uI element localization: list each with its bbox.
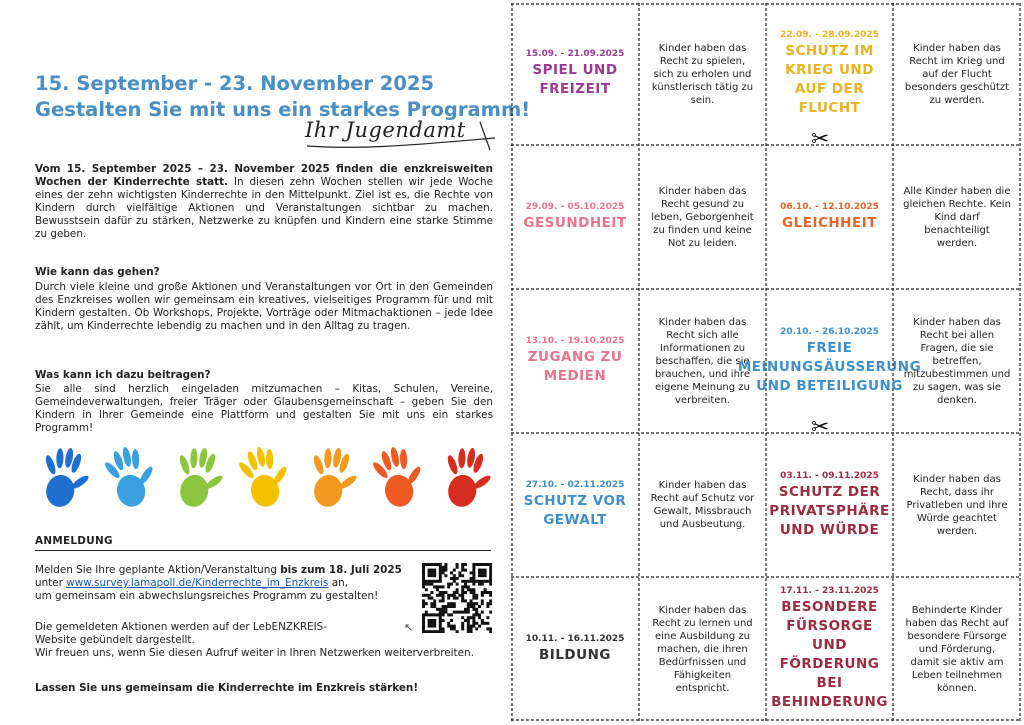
week-title-cell (511, 145, 639, 289)
signature-underline (305, 116, 500, 154)
week-date: 27.10. - 02.11.2025 (525, 480, 625, 490)
week-title-cell (511, 577, 639, 721)
week-description-cell (893, 433, 1021, 577)
registration-divider (35, 550, 491, 551)
handprints-illustration (30, 445, 495, 515)
headline-dates: 15. September - 23. November 2025 (35, 72, 435, 95)
week-right-title: BILDUNG (539, 646, 611, 663)
week-right-description: Behinderte Kinder haben das Recht auf besondere Fürsorge und Förderung, damit sie aktiv am Leben teilnehmen können. (905, 604, 1009, 694)
week-right-title: SPIEL UND FREIZEIT (532, 62, 618, 97)
scissors-icon: ✂ (811, 415, 830, 440)
week-right-title: SCHUTZ DER PRIVATSPHÄRE UND WÜRDE (769, 483, 890, 538)
week-right-title: GESUNDHEIT (523, 214, 627, 231)
week-description-cell (893, 145, 1021, 289)
handprint-icon (368, 445, 429, 511)
week-title-cell (511, 433, 639, 577)
handprint-icon (170, 445, 229, 511)
registration-title: ANMELDUNG (35, 535, 113, 547)
week-date: 13.10. - 19.10.2025 (525, 336, 625, 346)
intro-paragraph: Vom 15. September 2025 – 23. November 2025 finden die enzkreisweiten Wochen der Kinderrechte statt. In diesen zehn Wochen stellen wir jede Woche eines der zehn wichtigsten Kinderrechte in den Mittelpunkt. Ziel ist es, die Rechte von Kindern durch vielfältige Aktionen und Veranstaltungen sichtbar zu machen. Bewusstsein dafür zu stärken, Netzwerke zu knüpfen und Kindern eine starke Stimme zu geben. (35, 163, 493, 240)
week-right-title: SCHUTZ VOR GEWALT (523, 493, 627, 528)
scissors-icon: ✂ (811, 127, 830, 152)
signature: Ihr Jugendamt (305, 116, 500, 154)
pointer-icon: ↖ (404, 621, 414, 634)
week-date: 03.11. - 09.11.2025 (780, 470, 879, 481)
week-date: 20.10. - 26.10.2025 (780, 326, 879, 337)
week-right-title: GLEICHHEIT (782, 214, 877, 231)
handprint-icon (36, 445, 95, 511)
week-right-description: Kinder haben das Recht im Krieg und auf der Flucht besonders geschützt zu werden. (904, 42, 1010, 106)
handprint-icon (304, 445, 363, 511)
week-right-description: Kinder haben das Recht auf Schutz vor Gewalt, Missbrauch und Ausbeutung. (650, 480, 755, 530)
week-description-cell (893, 289, 1021, 433)
week-title-cell (511, 289, 639, 433)
week-right-title: BESONDERE FÜRSORGE UND FÖRDERUNG BEI BEHINDERUNG (771, 599, 888, 710)
week-right-description: Kinder haben das Recht zu lernen und eine Ausbildung zu machen, die ihren Bedürfnissen und Fähigkeiten entspricht. (652, 604, 753, 694)
week-description-cell (639, 433, 766, 577)
week-right-title: FREIE MEINUNGSÄUSSERUNG UND BETEILIGUNG (737, 339, 922, 394)
week-title-cell (766, 577, 893, 721)
week-description-cell (893, 577, 1021, 721)
week-date: 22.09. - 28.09.2025 (780, 30, 879, 40)
week-title-cell (766, 145, 893, 289)
week-title-cell (737, 289, 922, 433)
week-title-cell (766, 433, 893, 577)
how-paragraph: Durch viele kleine und große Aktionen und Veranstaltungen vor Ort in den Gemeinden des Enzkreises wollen wir gemeinsam ein kreatives, vielseitiges Programm für und mit Kindern gestalten. Ob Workshops, Projekte, Vorträge oder Mitmachaktionen – jede Idee zählt, um Kinderrechte lebendig zu machen und in den Alltag zu tragen. (35, 281, 493, 332)
week-date: 10.11. - 16.11.2025 (525, 633, 625, 644)
how-heading: Wie kann das gehen? (35, 266, 160, 278)
week-right-description: Kinder haben das Recht sich alle Informationen zu beschaffen, die sie brauchen, und ihre eigene Meinung zu verbreiten. (655, 316, 750, 406)
week-description-cell (639, 577, 766, 721)
week-right-title: SCHUTZ IM KRIEG UND AUF DER FLUCHT (785, 43, 874, 116)
week-title-cell (766, 3, 893, 145)
week-right-description: Kinder haben das Recht bei allen Fragen, die sie betreffen, mitzubestimmen und zu sagen, was sie denken. (903, 316, 1011, 406)
qr-code[interactable] (422, 563, 492, 633)
week-description-cell (639, 145, 766, 289)
week-right-title: ZUGANG ZU MEDIEN (527, 349, 623, 384)
handprint-icon (438, 445, 495, 511)
week-right-description: Kinder haben das Recht gesund zu leben, Geborgenheit zu finden und keine Not zu leiden. (651, 185, 754, 249)
week-date: 29.09. - 05.10.2025 (525, 201, 625, 212)
contribute-paragraph: Sie alle sind herzlich eingeladen mitzumachen – Kitas, Schulen, Vereine, Gemeindeverwaltungen, freier Träger oder Glaubensgemeinschaft – geben Sie den Kindern in Ihrer Gemeinde eine Plattform und gestalten Sie mit uns ein starkes Programm! (35, 383, 493, 434)
survey-link[interactable]: www.survey.lamapoll.de/Kinderrechte_im_Enzkreis (66, 577, 329, 589)
handprint-icon (100, 445, 161, 511)
week-date: 15.09. - 21.09.2025 (525, 49, 625, 59)
week-right-description: Kinder haben das Recht zu spielen, sich zu erholen und künstlerisch tätig zu sein. (651, 42, 754, 106)
rights-grid (511, 3, 1021, 721)
week-title-cell (511, 3, 639, 145)
week-description-cell (893, 3, 1021, 145)
contribute-heading: Was kann ich dazu beitragen? (35, 369, 211, 381)
week-right-description: Alle Kinder haben die gleichen Rechte. Kein Kind darf benachteiligt werden. (903, 185, 1011, 249)
week-date: 17.11. - 23.11.2025 (780, 586, 879, 596)
registration-info: Die gemeldeten Aktionen werden auf der LebENZKREIS- Website gebündelt dargestellt. Wir freuen uns, wenn Sie diesen Aufruf weiter in Ihren Netzwerken weiterverbreiten. (35, 621, 474, 659)
week-description-cell (639, 3, 766, 145)
headline-slogan: Gestalten Sie mit uns ein starkes Programm! (35, 98, 531, 121)
week-date: 06.10. - 12.10.2025 (780, 201, 879, 212)
week-right-description: Kinder haben das Recht, dass ihr Privatleben und ihre Würde geachtet werden. (906, 473, 1008, 537)
registration-paragraph: Melden Sie Ihre geplante Aktion/Veranstaltung bis zum 18. Juli 2025 unter www.survey.lamapoll.de/Kinderrechte_im_Enzkreis an, um gemeinsam ein abwechslungsreiches Programm zu gestalten! (35, 564, 402, 602)
handprint-icon (234, 445, 295, 511)
closing-statement: Lassen Sie uns gemeinsam die Kinderrechte im Enzkreis stärken! (35, 682, 419, 694)
